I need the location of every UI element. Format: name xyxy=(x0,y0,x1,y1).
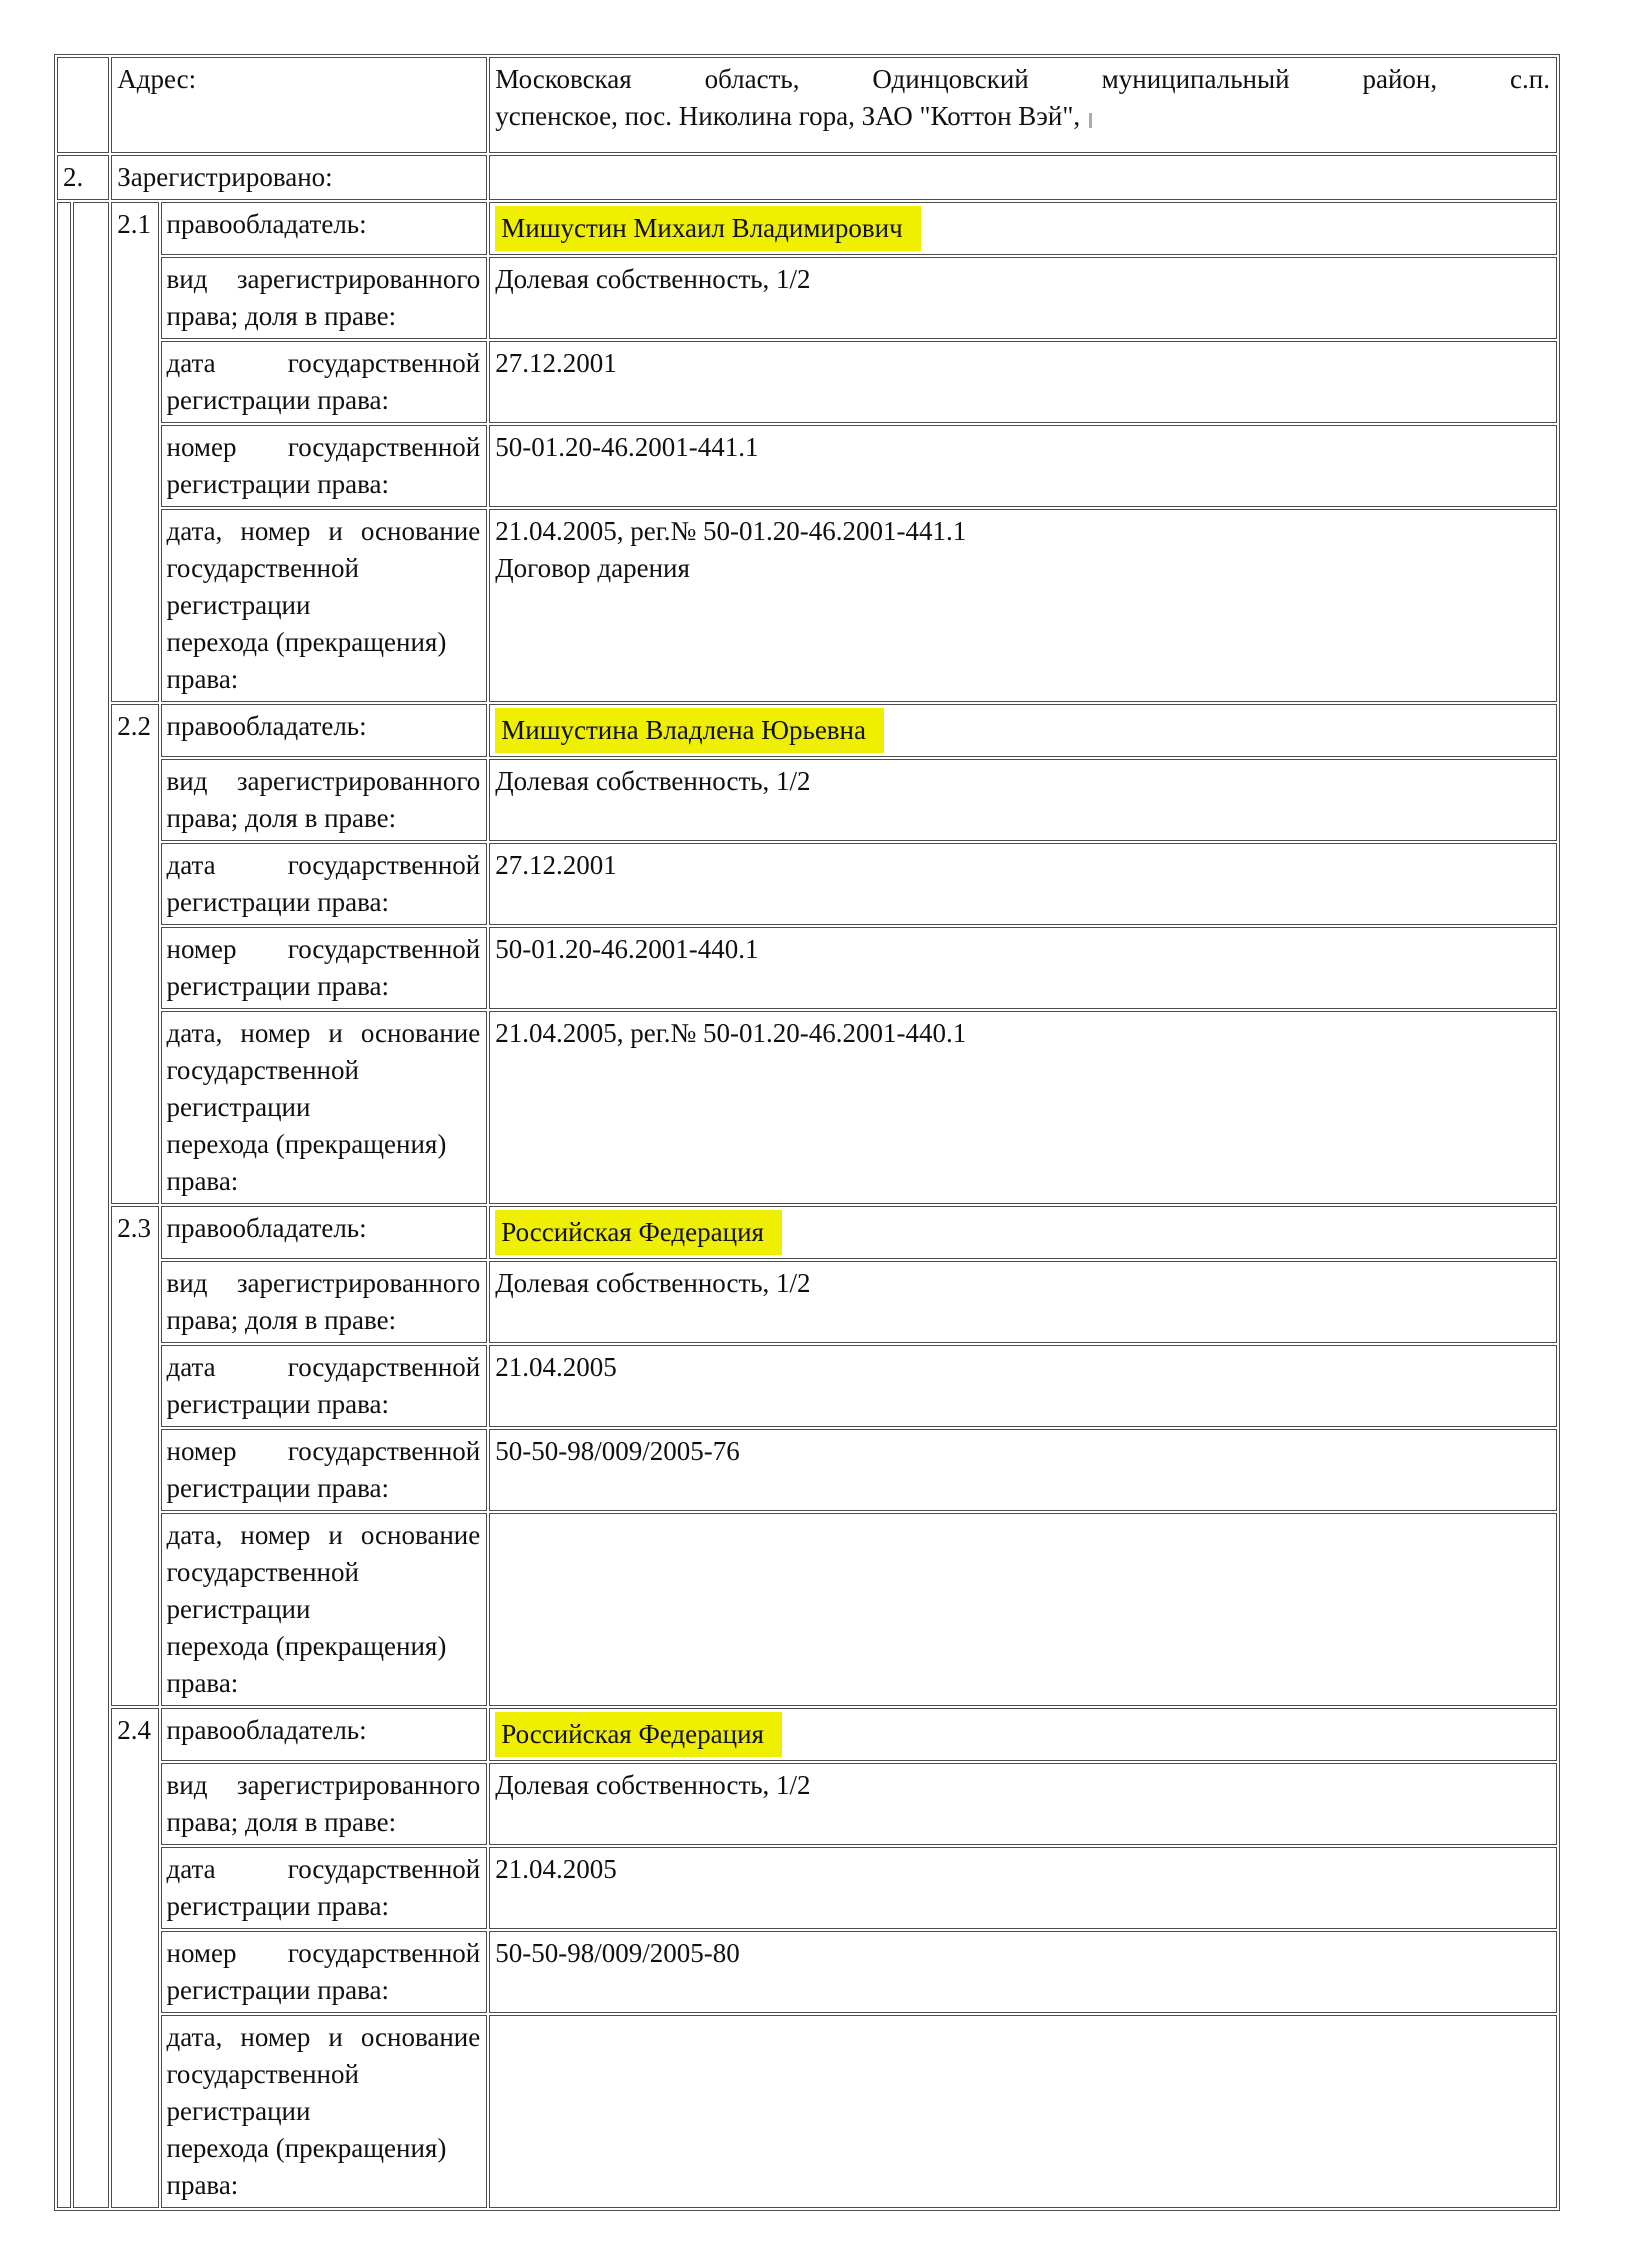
entry-3-transfer-row xyxy=(57,1513,1557,1706)
entry-4-kind-row xyxy=(57,1763,1557,1845)
entry-3-date-value: 21.04.2005 xyxy=(489,1345,1557,1427)
regnum-label-line2: регистрации права: xyxy=(166,971,390,1001)
kind-label-line1: вид зарегистрированного xyxy=(166,1770,481,1800)
transfer-label-line3: перехода (прекращения) права: xyxy=(166,1631,447,1698)
transfer-label-line2: государственной регистрации xyxy=(166,2059,359,2126)
transfer-label-line1: дата, номер и основание xyxy=(166,2022,481,2052)
regnum-label-line2: регистрации права: xyxy=(166,1975,390,2005)
transfer-label-line1: дата, номер и основание xyxy=(166,1018,481,1048)
entry-3-holder-highlight: Российская Федерация xyxy=(495,1210,782,1255)
transfer-label-line1: дата, номер и основание xyxy=(166,1520,481,1550)
entry-3-number-cell: 2.3 xyxy=(111,1206,158,1706)
transfer-label-line1: дата, номер и основание xyxy=(166,516,481,546)
entry-2-regnum-value: 50-01.20-46.2001-440.1 xyxy=(489,927,1557,1009)
left-strip-outer xyxy=(57,202,71,2208)
entry-3-regnum-row xyxy=(57,1429,1557,1511)
section-value-cell xyxy=(489,155,1557,200)
transfer-label-cell xyxy=(161,1011,488,1204)
entry-2-kind-row xyxy=(57,759,1557,841)
transfer-label-line3: перехода (прекращения) права: xyxy=(166,627,447,694)
entry-1-number-cell: 2.1 xyxy=(111,202,158,702)
date-label-line1: дата государственной xyxy=(166,1854,481,1884)
transfer-label-line2: государственной регистрации xyxy=(166,1557,359,1624)
regnum-label-line2: регистрации права: xyxy=(166,469,390,499)
transfer-label-line2: государственной регистрации xyxy=(166,1055,359,1122)
kind-label-line2: права; доля в праве: xyxy=(166,803,397,833)
date-label-line1: дата государственной xyxy=(166,348,481,378)
transfer-label-cell xyxy=(161,509,488,702)
transfer-label-line3: перехода (прекращения) права: xyxy=(166,1129,447,1196)
entry-4-date-row xyxy=(57,1847,1557,1929)
entry-2-kind-value: Долевая собственность, 1/2 xyxy=(489,759,1557,841)
entry-1-transfer-line2: Договор дарения xyxy=(495,553,690,583)
section-label-cell: Зарегистрировано: xyxy=(111,155,487,200)
entry-3-date-row xyxy=(57,1345,1557,1427)
entry-1-kind-value: Долевая собственность, 1/2 xyxy=(489,257,1557,339)
entry-1-regnum-value: 50-01.20-46.2001-441.1 xyxy=(489,425,1557,507)
date-label-cell xyxy=(161,843,488,925)
regnum-label-cell xyxy=(161,1931,488,2013)
stray-scan-mark xyxy=(1089,113,1092,128)
transfer-label-cell xyxy=(161,2015,488,2208)
holder-label-cell: правообладатель: xyxy=(161,1708,488,1761)
entry-4-holder-cell xyxy=(489,1708,1557,1761)
date-label-cell xyxy=(161,1847,488,1929)
date-label-line1: дата государственной xyxy=(166,1352,481,1382)
entry-1-transfer-row xyxy=(57,509,1557,702)
address-row xyxy=(57,57,1557,153)
section-number-cell: 2. xyxy=(57,155,109,200)
kind-label-line2: права; доля в праве: xyxy=(166,1305,397,1335)
entry-1-kind-row xyxy=(57,257,1557,339)
kind-label-line2: права; доля в праве: xyxy=(166,301,397,331)
entry-4-transfer-row xyxy=(57,2015,1557,2208)
kind-label-line1: вид зарегистрированного xyxy=(166,766,481,796)
holder-label-cell: правообладатель: xyxy=(161,704,488,757)
left-strip-inner xyxy=(73,202,109,2208)
entry-1-date-value: 27.12.2001 xyxy=(489,341,1557,423)
kind-label-line1: вид зарегистрированного xyxy=(166,1268,481,1298)
entry-1-holder-row xyxy=(57,202,1557,255)
entry-4-regnum-value: 50-50-98/009/2005-80 xyxy=(489,1931,1557,2013)
entry-4-holder-highlight: Российская Федерация xyxy=(495,1712,782,1757)
entry-4-number-cell: 2.4 xyxy=(111,1708,158,2208)
entry-1-holder-highlight: Мишустин Михаил Владимирович xyxy=(495,206,920,251)
transfer-label-cell xyxy=(161,1513,488,1706)
transfer-label-line2: государственной регистрации xyxy=(166,553,359,620)
regnum-label-cell xyxy=(161,927,488,1009)
holder-label-cell: правообладатель: xyxy=(161,202,488,255)
regnum-label-line1: номер государственной xyxy=(166,1938,481,1968)
entry-2-date-value: 27.12.2001 xyxy=(489,843,1557,925)
entry-1-regnum-row xyxy=(57,425,1557,507)
entry-4-date-value: 21.04.2005 xyxy=(489,1847,1557,1929)
entry-3-holder-row xyxy=(57,1206,1557,1259)
entry-3-regnum-value: 50-50-98/009/2005-76 xyxy=(489,1429,1557,1511)
entry-2-holder-row xyxy=(57,704,1557,757)
entry-1-holder-cell xyxy=(489,202,1557,255)
regnum-label-cell xyxy=(161,1429,488,1511)
kind-label-cell xyxy=(161,257,488,339)
date-label-line2: регистрации права: xyxy=(166,1891,390,1921)
regnum-label-line1: номер государственной xyxy=(166,934,481,964)
regnum-label-line1: номер государственной xyxy=(166,1436,481,1466)
date-label-line2: регистрации права: xyxy=(166,385,390,415)
address-row-left-cell xyxy=(57,57,109,153)
address-value-line1: Московская область, Одинцовский муниципальный район, с.п. xyxy=(495,64,1550,94)
kind-label-line1: вид зарегистрированного xyxy=(166,264,481,294)
date-label-cell xyxy=(161,341,488,423)
holder-label-cell: правообладатель: xyxy=(161,1206,488,1259)
entry-2-regnum-row xyxy=(57,927,1557,1009)
regnum-label-cell xyxy=(161,425,488,507)
transfer-label-line3: перехода (прекращения) права: xyxy=(166,2133,447,2200)
entry-3-holder-cell xyxy=(489,1206,1557,1259)
entry-4-regnum-row xyxy=(57,1931,1557,2013)
entry-1-transfer-value xyxy=(489,509,1557,702)
entry-2-number-cell: 2.2 xyxy=(111,704,158,1204)
regnum-label-line1: номер государственной xyxy=(166,432,481,462)
date-label-line2: регистрации права: xyxy=(166,887,390,917)
entry-4-holder-row xyxy=(57,1708,1557,1761)
date-label-cell xyxy=(161,1345,488,1427)
entry-3-transfer-value xyxy=(489,1513,1557,1706)
entry-2-holder-cell xyxy=(489,704,1557,757)
regnum-label-line2: регистрации права: xyxy=(166,1473,390,1503)
date-label-line2: регистрации права: xyxy=(166,1389,390,1419)
entry-3-kind-value: Долевая собственность, 1/2 xyxy=(489,1261,1557,1343)
kind-label-cell xyxy=(161,1763,488,1845)
registration-table xyxy=(54,54,1560,2211)
entry-1-transfer-line1: 21.04.2005, рег.№ 50-01.20-46.2001-441.1 xyxy=(495,516,967,546)
entry-4-transfer-value xyxy=(489,2015,1557,2208)
registered-row xyxy=(57,155,1557,200)
address-label: Адрес: xyxy=(117,64,197,94)
kind-label-cell xyxy=(161,759,488,841)
entry-4-kind-value: Долевая собственность, 1/2 xyxy=(489,1763,1557,1845)
address-value-cell xyxy=(489,57,1557,153)
entry-2-transfer-line1: 21.04.2005, рег.№ 50-01.20-46.2001-440.1 xyxy=(495,1018,967,1048)
entry-2-holder-highlight: Мишустина Владлена Юрьевна xyxy=(495,708,884,753)
address-value-line2 xyxy=(495,98,1550,135)
address-value-line2-text: успенское, пос. Николина гора, ЗАО "Коттон Вэй", xyxy=(495,101,1081,131)
kind-label-cell xyxy=(161,1261,488,1343)
entry-1-date-row xyxy=(57,341,1557,423)
entry-2-date-row xyxy=(57,843,1557,925)
entry-2-transfer-value xyxy=(489,1011,1557,1204)
date-label-line1: дата государственной xyxy=(166,850,481,880)
entry-2-transfer-row xyxy=(57,1011,1557,1204)
kind-label-line2: права; доля в праве: xyxy=(166,1807,397,1837)
address-label-cell xyxy=(111,57,487,153)
entry-3-kind-row xyxy=(57,1261,1557,1343)
